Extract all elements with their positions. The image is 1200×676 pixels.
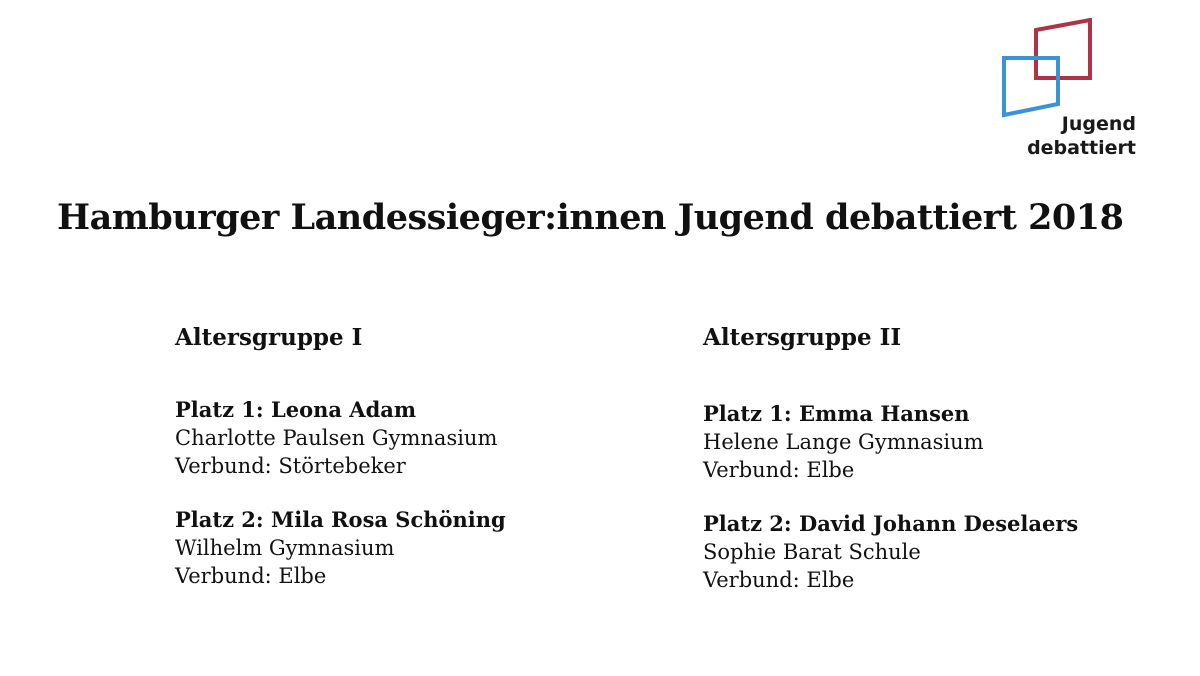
winner-place: Platz 2: Mila Rosa Schöning — [175, 507, 506, 532]
logo-line-1: Jugend — [1061, 113, 1136, 135]
winner-school: Wilhelm Gymnasium — [175, 536, 395, 560]
age-group-1 — [175, 320, 635, 616]
group-heading: Altersgruppe II — [703, 324, 902, 351]
winner-entry — [703, 400, 1163, 484]
winner-place: Platz 2: David Johann Deselaers — [703, 511, 1079, 536]
page-title: Hamburger Landessieger:innen Jugend debattiert 2018 — [57, 197, 1124, 238]
winner-entry — [703, 510, 1163, 594]
age-group-2 — [703, 320, 1163, 620]
winner-verbund: Verbund: Störtebeker — [175, 454, 406, 478]
winner-school: Sophie Barat Schule — [703, 540, 921, 564]
winner-place: Platz 1: Leona Adam — [175, 397, 417, 422]
winner-verbund: Verbund: Elbe — [703, 458, 855, 482]
winner-place: Platz 1: Emma Hansen — [703, 401, 970, 426]
winner-school: Charlotte Paulsen Gymnasium — [175, 426, 498, 450]
winner-entry — [175, 396, 635, 480]
winner-verbund: Verbund: Elbe — [175, 564, 327, 588]
winner-entry — [175, 506, 635, 590]
winner-verbund: Verbund: Elbe — [703, 568, 855, 592]
logo-line-2: debattiert — [1027, 137, 1136, 159]
jugend-debattiert-logo — [1000, 18, 1170, 159]
logo-wordmark — [1027, 112, 1136, 160]
winner-school: Helene Lange Gymnasium — [703, 430, 984, 454]
group-heading: Altersgruppe I — [175, 324, 363, 351]
